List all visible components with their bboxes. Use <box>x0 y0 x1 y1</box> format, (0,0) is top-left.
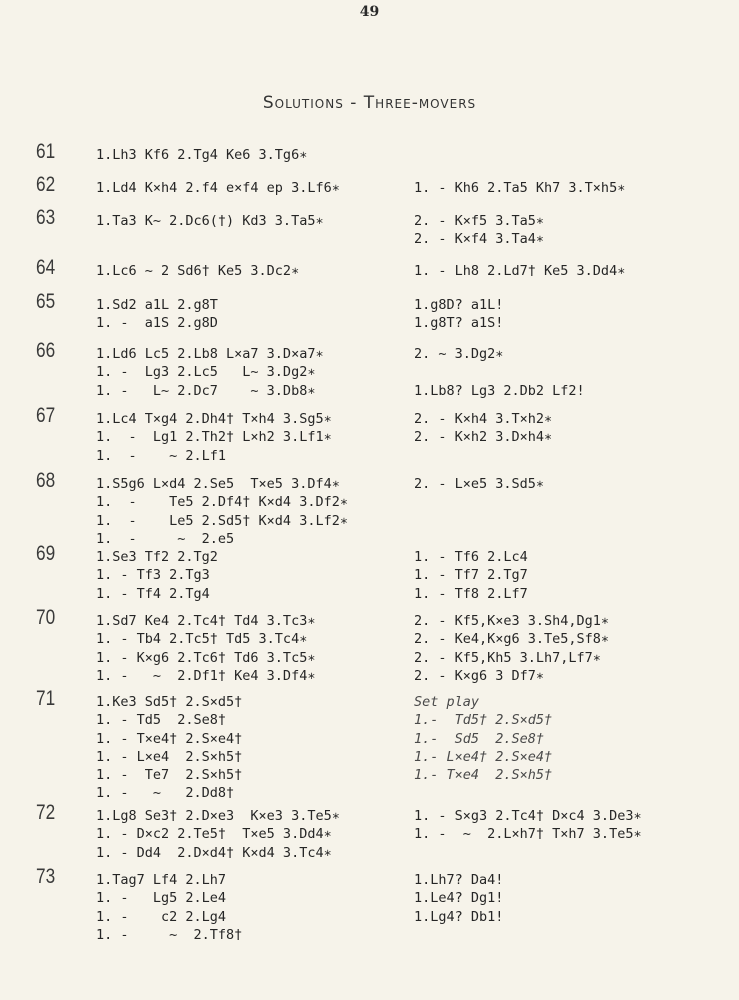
move-line: 1. - Dd4 2.D×d4† K×d4 3.Tc4∗ <box>96 844 332 861</box>
move-line: 2. - K×f4 3.Ta4∗ <box>414 231 545 248</box>
move-line: 1. - D×c2 2.Te5† T×e5 3.Dd4∗ <box>96 826 332 843</box>
move-line: 1. - ~ 2.L×h7† T×h7 3.Te5∗ <box>414 826 642 843</box>
page-title: Solutions - Three-movers <box>262 93 477 113</box>
move-line: 1. - Tf3 2.Tg3 <box>96 567 210 584</box>
variation-lines <box>414 475 544 493</box>
variation-lines <box>414 693 552 784</box>
move-line: 2. - Kf5,Kh5 3.Lh7,Lf7∗ <box>414 649 601 666</box>
solution-number: 68 <box>36 469 56 492</box>
move-line: 1. - Td5 2.Se8† <box>96 712 227 729</box>
move-line: 1.- T×e4 2.S×h5† <box>414 767 553 784</box>
move-line: 1.Lh3 Kf6 2.Tg4 Ke6 3.Tg6∗ <box>96 147 308 163</box>
move-line: 1.Lg8 Se3† 2.D×e3 K×e3 3.Te5∗ <box>96 808 340 824</box>
variation-lines <box>414 345 585 400</box>
move-line: 2. - K×g6 3 Df7∗ <box>414 667 545 684</box>
move-line: 1.Ke3 Sd5† 2.S×d5† <box>96 694 243 710</box>
move-line: 2. - K×h4 3.T×h2∗ <box>414 411 553 427</box>
move-line: 1. - Lg3 2.Lc5 L~ 3.Dg2∗ <box>96 364 316 381</box>
solution-number: 67 <box>36 404 56 427</box>
move-line: 1. - ~ 2.Df1† Ke4 3.Df4∗ <box>96 667 316 684</box>
variation-lines <box>414 262 625 280</box>
move-line: 1. - Te5 2.Df4† K×d4 3.Df2∗ <box>96 494 348 511</box>
move-line: 1. - Kh6 2.Ta5 Kh7 3.T×h5∗ <box>414 180 626 196</box>
move-line: 1. - a1S 2.g8D <box>96 315 218 332</box>
move-line: 1. - ~ 2.Dd8† <box>96 785 235 802</box>
move-line: 1. - Tf4 2.Tg4 <box>96 585 210 602</box>
move-line: 1.Lc4 T×g4 2.Dh4† T×h4 3.Sg5∗ <box>96 411 332 427</box>
move-line: 1. - ~ 2.e5 <box>96 530 235 547</box>
main-solution-lines <box>96 146 307 164</box>
move-line: 2. - K×f5 3.Ta5∗ <box>414 213 545 229</box>
move-line: 1.Lc6 ~ 2 Sd6† Ke5 3.Dc2∗ <box>96 263 300 279</box>
move-line: 1. - ~ 2.Tf8† <box>96 926 243 943</box>
move-line: 1.Se3 Tf2 2.Tg2 <box>96 549 218 565</box>
move-line: 2. - Kf5,K×e3 3.Sh4,Dg1∗ <box>414 613 610 629</box>
main-solution-lines <box>96 807 340 862</box>
move-line: 1.Sd2 a1L 2.g8T <box>96 297 218 313</box>
main-solution-lines <box>96 179 340 197</box>
solution-number: 64 <box>36 256 56 279</box>
move-line: 1.Tag7 Lf4 2.Lh7 <box>96 872 227 888</box>
move-line: 1. - Te7 2.S×h5† <box>96 767 243 784</box>
main-solution-lines <box>96 262 299 280</box>
move-line: 1.Lg4? Db1! <box>414 908 504 925</box>
main-solution-lines <box>96 296 218 333</box>
solution-number: 72 <box>36 801 56 824</box>
variation-lines <box>414 410 552 447</box>
solution-number: 65 <box>36 290 56 313</box>
move-line: 1.Sd7 Ke4 2.Tc4† Td4 3.Tc3∗ <box>96 613 316 629</box>
move-line: 2. - K×h2 3.D×h4∗ <box>414 429 553 446</box>
variation-lines <box>414 296 503 333</box>
move-line: 2. ~ 3.Dg2∗ <box>414 346 504 362</box>
move-line: 1. - K×g6 2.Tc6† Td6 3.Tc5∗ <box>96 649 316 666</box>
move-line <box>414 363 585 381</box>
main-solution-lines <box>96 410 332 465</box>
solution-number: 71 <box>36 687 56 710</box>
solution-number: 62 <box>36 173 56 196</box>
variation-lines <box>414 807 642 844</box>
move-line: 1.S5g6 L×d4 2.Se5 T×e5 3.Df4∗ <box>96 476 340 492</box>
main-solution-lines <box>96 548 218 603</box>
move-line: 2. - Ke4,K×g6 3.Te5,Sf8∗ <box>414 631 610 648</box>
move-line: 1. - T×e4† 2.S×e4† <box>96 730 243 747</box>
move-line: 1. - Lh8 2.Ld7† Ke5 3.Dd4∗ <box>414 263 626 279</box>
main-solution-lines <box>96 871 242 944</box>
solution-number: 63 <box>36 206 56 229</box>
variation-lines <box>414 179 625 197</box>
move-line: 1. - c2 2.Lg4 <box>96 908 227 925</box>
move-line: 2. - L×e5 3.Sd5∗ <box>414 476 545 492</box>
solution-number: 61 <box>36 140 56 163</box>
move-line: 1. - Tf7 2.Tg7 <box>414 567 528 584</box>
move-line: 1. - L~ 2.Dc7 ~ 3.Db8∗ <box>96 382 316 399</box>
solution-number: 66 <box>36 339 56 362</box>
move-line: 1.- L×e4† 2.S×e4† <box>414 748 553 765</box>
main-solution-lines <box>96 212 324 230</box>
move-line: 1. - Lg1 2.Th2† L×h2 3.Lf1∗ <box>96 429 332 446</box>
set-play-label: Set play <box>414 694 480 710</box>
move-line: 1.- Td5† 2.S×d5† <box>414 712 553 729</box>
move-line: 1. - Tf8 2.Lf7 <box>414 585 528 602</box>
move-line: 1.Ld4 K×h4 2.f4 e×f4 ep 3.Lf6∗ <box>96 180 340 196</box>
solution-number: 70 <box>36 606 56 629</box>
variation-lines <box>414 212 544 249</box>
move-line: 1.g8D? a1L! <box>414 297 504 313</box>
main-solution-lines <box>96 612 315 685</box>
solution-number: 73 <box>36 865 56 888</box>
move-line: 1.Ta3 K~ 2.Dc6(†) Kd3 3.Ta5∗ <box>96 213 324 229</box>
main-solution-lines <box>96 475 348 548</box>
move-line: 1. - S×g3 2.Tc4† D×c4 3.De3∗ <box>414 808 642 824</box>
move-line: 1. - L×e4 2.S×h5† <box>96 748 243 765</box>
main-solution-lines <box>96 345 324 400</box>
solution-number: 69 <box>36 542 56 565</box>
move-line: 1. - ~ 2.Lf1 <box>96 447 227 464</box>
variation-lines <box>414 548 528 603</box>
page-number: 49 <box>359 4 380 20</box>
move-line: 1. - Lg5 2.Le4 <box>96 890 227 907</box>
move-line: 1.Lh7? Da4! <box>414 872 504 888</box>
variation-lines <box>414 612 609 685</box>
move-line: 1.- Sd5 2.Se8† <box>414 730 545 747</box>
main-solution-lines <box>96 693 242 803</box>
move-line: 1. - Le5 2.Sd5† K×d4 3.Lf2∗ <box>96 512 348 529</box>
move-line: 1. - Tb4 2.Tc5† Td5 3.Tc4∗ <box>96 631 308 648</box>
variation-lines <box>414 871 503 926</box>
move-line: 1.Le4? Dg1! <box>414 890 504 907</box>
move-line: 1. - Tf6 2.Lc4 <box>414 549 528 565</box>
move-line: 1.g8T? a1S! <box>414 315 504 332</box>
move-line: 1.Ld6 Lc5 2.Lb8 L×a7 3.D×a7∗ <box>96 346 324 362</box>
move-line: 1.Lb8? Lg3 2.Db2 Lf2! <box>414 382 585 399</box>
